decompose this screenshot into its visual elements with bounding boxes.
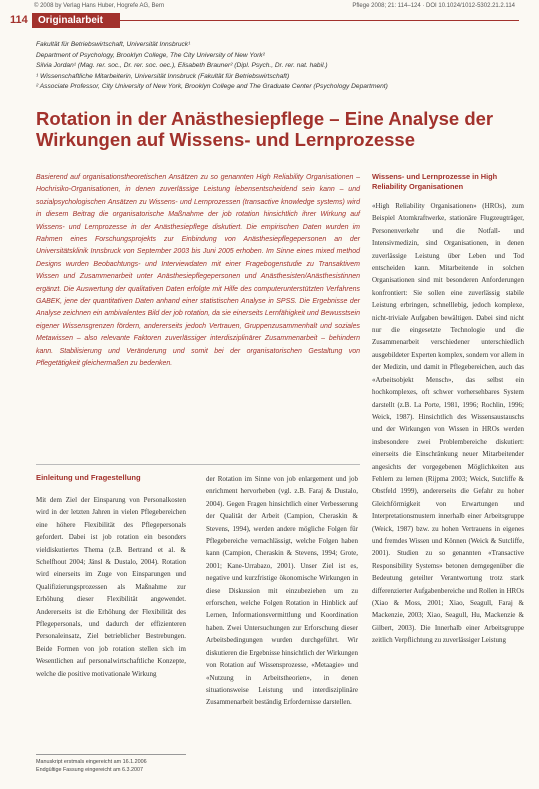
intro-column-2: der Rotation im Sinne von job enlargement und job enrichment hervorheben (vgl. z.B. Faraj & Dustalo, 2004). Gegen Fragen hinsichtlich einer Verbesserung der Qualität der Arbeit (Campion, Cheraskin & Stevens, 1994), werden andere mögliche Folgen für Pflegebereiche vernachlässigt, welche Folgen haben kann (Campion, Cheraskin & Stevens, 1994; Grote, 2001; Kane-Urrabazo, 2001). Unser Ziel ist es, negative und kurzfristige ökonomische Wirkungen in diese Diskussion mit einzubeziehen um zu erforschen, welche Folgen Rotation in Hinblick auf Lernen, Informationsvermittlung und Koordination haben. Zwei Untersuchungen zur Erforschung dieser Arbeitsbedingungen wurden durchgeführt. Wir diskutieren die Ergebnisse hinsichtlich der Wirkungen von Rotation auf Wissensprozesse, «Metaagie» und «Nutzung in Arbeitstheorien», in denen situationsweise Leistung und interdisziplinäre Zusammenarbeit beständig Erfordernisse darstellen. (206, 475, 358, 707)
section-text-hro: «High Reliability Organisationen» (HROs), zum Beispiel Atomkraftwerke, stationäre Flugzeugträger, Personenverkehr und die Notfall- und Intensivmedizin, sind Organisationen, in denen zuverlässige Leistung über Leben und Tod entscheiden kann. Mitarbeitende in solchen Organisationen sind mit besonderen Anforderungen konfrontiert: Sie sollen eine zuverlässig stabile Leistung erbringen, schnelllebig, jedoch komplexe, nicht-triviale Aufgaben bewältigen. Dabei sind nicht nur die eingesetzte Technologie und die Zusammenarbeit verschiedener unterschiedlich ausgebildeter Experten komplex, sondern vor allem in der Medizin, und damit in Pflegebereichen, auch das «Arbeitsobjekt Mensch», das selbst ein hochkomplexes, oft schwer vorhersehbares System darstellt (z.B. La Porte, 1981, 1996; Rochlin, 1996; Weick, 1987). Hinsichtlich des Wissensaustauschs und der Wirkungen von Wissen in HROs werden insbesondere zwei Problembereiche diskutiert: einerseits die Einschränkung neuer Mitarbeitender angesichts der vorgegebenen Möglichkeiten aus Fehlern zu lernen (Rijpma 2003; Weick, Sutcliffe & Obstfeld 1999), andererseits die Gefahr zu hoher Gleichförmigkeit von Erwartungen und Interpretationsmustern innerhalb einer Arbeitsgruppe (Weick, 1987) bzw. zu hohen Vertrauens in eigenes und fremdes Wissen und Können (Weick & Sutcliffe, 2001). Studien zu so genannten «Transactive Responsibility Systems» betonen demgegenüber die Bedeutung geteilter Verantwortung trotz stark differenzierter Aufgabenbereiche und Rollen in HROs (Xiao & Moss, 2001; Xiao, Seagull, Faraj & Mackenzie, 2003; Xiao, Seagull, Hu, Mackenzie & Gilbert, 2003). Die Innerhalb einer Arbeitsgruppe zeitlich Verpflichtung zu zuverlässiger Leistung (372, 202, 524, 645)
intro-column-1 (36, 473, 186, 680)
article-title: Rotation in der Anästhesiepflege – Eine Analyse der Wirkungen auf Wissens- und Lernprozesse (36, 108, 494, 150)
section-heading-intro: Einleitung und Fragestellung (36, 473, 141, 482)
page-bar (0, 13, 539, 28)
affiliation-line: Fakultät für Betriebswirtschaft, Universität Innsbruck¹ (36, 41, 191, 48)
right-column-section (372, 172, 524, 647)
footnote-submitted: Manuskript erstmals eingereicht am 16.1.2006 (36, 759, 147, 765)
footnote (36, 754, 186, 774)
affiliation-line: ² Associate Professor, City University of New York, Brooklyn College and The Graduate Center (Psychology Department) (36, 83, 388, 91)
authors-line: Silvia Jordan¹ (Mag. rer. soc., Dr. rer. soc. oec.), Elisabeth Brauner² (Dipl. Psych., Dr. rer. nat. habil.) (36, 62, 328, 70)
affiliation-line: Department of Psychology, Brooklyn College, The City University of New York² (36, 51, 265, 59)
running-header-right: Pflege 2008; 21: 114–124 · DOI 10.1024/1012-5302.21.2.114 (352, 3, 515, 9)
section-heading-hro: Wissens- und Lernprozesse in High Reliability Organisationen (372, 172, 498, 191)
section-label: Originalarbeit (32, 13, 120, 28)
affiliation-line: ¹ Wissenschaftliche Mitarbeiterin, Universität Innsbruck (Fakultät für Betriebswirtschaft) (36, 72, 290, 80)
running-header-left: © 2008 by Verlag Hans Huber, Hogrefe AG, Bern (34, 3, 165, 9)
running-header (34, 3, 515, 9)
footnote-final: Endgültige Fassung eingereicht am 6.3.2007 (36, 767, 143, 773)
abstract-divider (36, 464, 360, 465)
intro-text-1: Mit dem Ziel der Einsparung von Personalkosten wird in der letzten Jahren in vielen Pflegebereichen eine höhere Flexibilität des Pflegepersonals gefordert. Dabei ist job rotation ein besonders vieldiskutiertes Thema (z.B. Bertrand et al. & Schelfhout 2004; Jänsl & Dustalo, 2004). Rotation wird einerseits im Zuge von Einsparungen und Qualifizierungsprozessen als Maßnahme zur Erhöhung dieser Flexibilität angewendet. Andererseits ist die Erhöhung der Flexibilität des Pflegepersonals, und dadurch der effizienteren Personaleinsatz, Ziel betrieblicher Bestrebungen. Beide Formen von job rotation stellen sich im Wesentlichen auf personalwirtschaftliche Konzepte, welche die positive motivationale Wirkung (36, 496, 186, 678)
header-rule (120, 20, 519, 21)
affiliations (36, 40, 526, 93)
abstract: Basierend auf organisationstheoretischen Ansätzen zu so genannten High Reliability Organisationen – Hochrisiko-Organisationen, in denen zuverlässige Leistung lebensentscheidend sein kann – und sozialpsychologischen Ansätzen zu Wissens- und Lernprozessen (transactive knowledge systems) wird in diesem Beitrag die organisatorische Maßnahme der job rotation hinsichtlich ihrer Wirkung auf Wissens- und Lernprozesse in der Anästhesiepflege diskutiert. Die empirischen Daten wurden im Rahmen eines Forschungsprojekts zur Einbindung von Anästhesiepflegepersonen an der Universitätsklinik Innsbruck von September 2003 bis Juni 2005 erhoben. Im Sinne eines mixed method Designs wurden Beobachtungs- und Interviewdaten mit einer Fragebogenstudie zu Transaktivem Wissen und Zusammenarbeit unter Anästhesiepflegepersonen und Anästhesisten/Anästhesistinnen ergänzt. Die Auswertung der qualitativen Daten erfolgte mit Hilfe des computerunterstützten Verfahrens GABEK, jene der quantitativen Daten anhand einer statistischen Analyse in SPSS. Die Ergebnisse der Analyse zeichnen ein ambivalentes Bild der job rotation, da sie einerseits Lernfähigkeit und Bewusstsein eigener Wissensgrenzen fördern, andererseits jedoch Vertrauen, Gruppenzusammenhalt und soziales Metawissen – also relevante Faktoren zuverlässiger interdisziplinärer Zusammenarbeit – behindern kann. Stabilisierung und Veränderung und somit bei der organisatorischen Gestaltung von Pflegetätigkeit gleichermaßen zu bedenken. (36, 174, 360, 368)
page-number: 114 (10, 14, 28, 26)
